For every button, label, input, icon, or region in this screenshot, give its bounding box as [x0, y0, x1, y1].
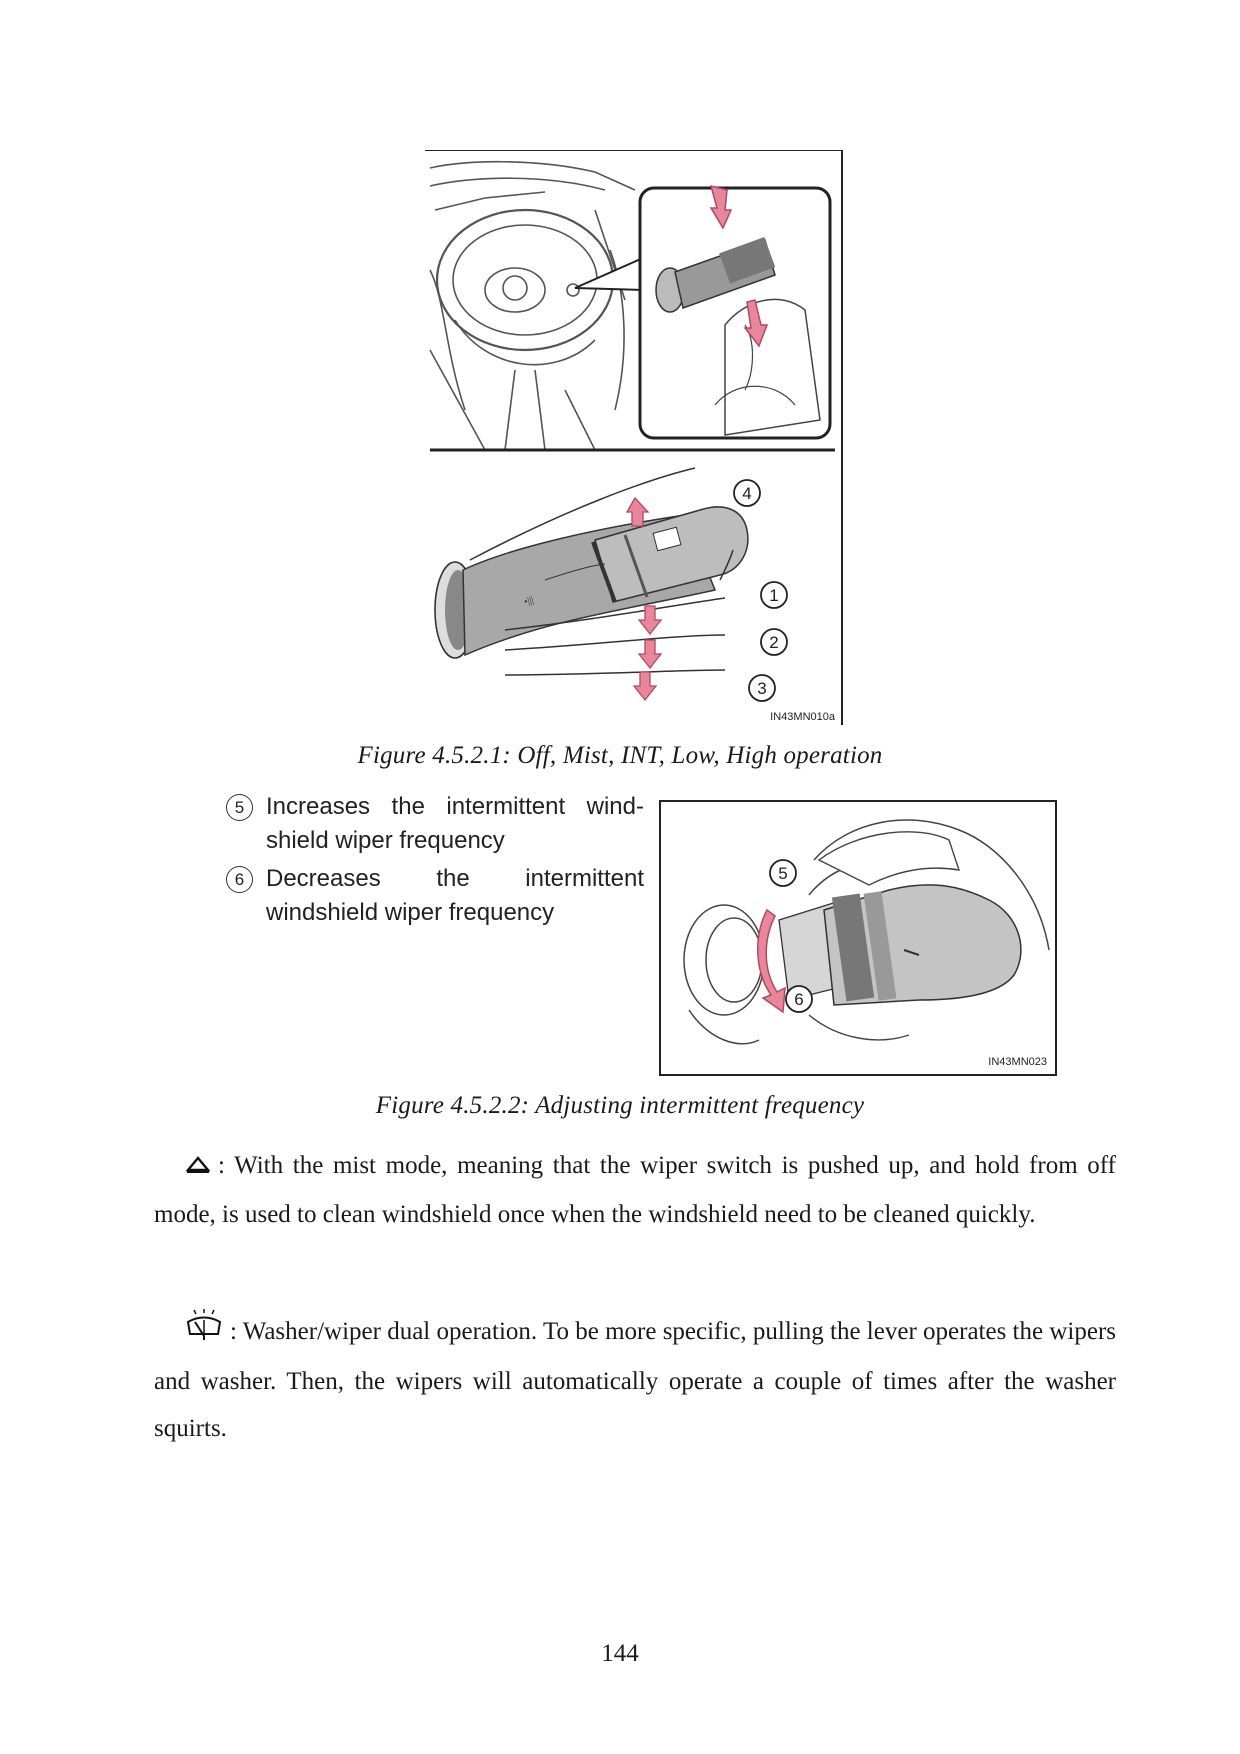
callout-2: 2 [769, 633, 779, 652]
dashboard-sketch [430, 162, 635, 450]
legend-list [224, 790, 644, 934]
callout-1: 1 [769, 586, 779, 605]
callout-4: 4 [742, 484, 752, 503]
mist-triangle-icon [184, 1144, 212, 1191]
paragraph-text: : Washer/wiper dual operation. To be more specific, pulling the lever operates the wipers and washer. Then, the wipers will automatically operate a couple of times after the washer squirts. [154, 1318, 1116, 1443]
paragraph-text: : With the mist mode, meaning that the wiper switch is pushed up, and hold from off mode, is used to clean windshield once when the windshield need to be cleaned quickly. [154, 1152, 1116, 1228]
figure-code: IN43MN010a [770, 711, 835, 723]
legend-item-5 [224, 790, 644, 858]
figure-caption-2: Figure 4.5.2.2: Adjusting intermittent frequency [375, 1092, 865, 1119]
legend-text: Increases the intermittent wind-shield wiper frequency [266, 793, 644, 854]
legend-number: 5 [226, 794, 253, 821]
figure-intermittent-frequency [659, 800, 1057, 1076]
callout-6: 6 [794, 990, 804, 1009]
wiper-lever-illustration [425, 150, 845, 732]
washer-wiper-icon [184, 1308, 224, 1358]
frequency-dial-illustration [659, 800, 1057, 1076]
figure-caption-1: Figure 4.5.2.1: Off, Mist, INT, Low, High operation [357, 742, 883, 769]
svg-text:•|||: •||| [522, 594, 535, 608]
legend-text: Decreases the intermittent windshield wiper frequency [266, 865, 644, 926]
paragraph-mist [154, 1142, 1116, 1238]
paragraph-washer [154, 1308, 1116, 1452]
figure-wiper-operation [425, 150, 845, 732]
legend-number: 6 [226, 866, 253, 893]
callout-3: 3 [757, 679, 767, 698]
callout-5: 5 [778, 864, 788, 883]
figure-code: IN43MN023 [988, 1056, 1047, 1068]
legend-item-6 [224, 862, 644, 930]
page-number: 144 [601, 1640, 639, 1667]
